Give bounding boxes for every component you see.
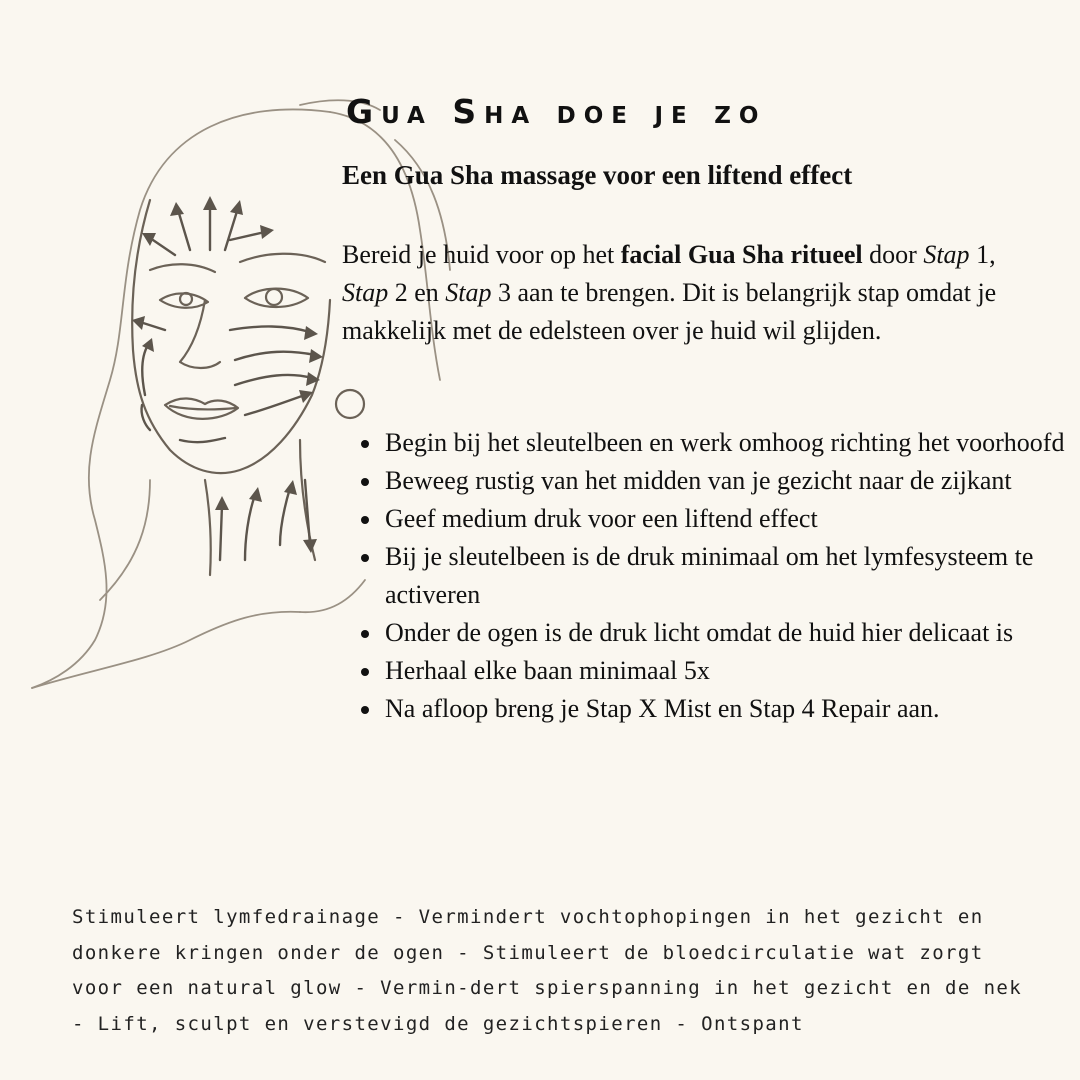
step-ref: Stap	[342, 278, 389, 307]
list-item: Herhaal elke baan minimaal 5x	[385, 652, 1065, 690]
intro-text: 3 aan te brengen. Dit is belangrijk stap omdat je makkelijk met de edelsteen over je huid wil glijden.	[342, 278, 997, 345]
list-item: Begin bij het sleutelbeen en werk omhoog richting het voorhoofd	[385, 424, 1065, 462]
intro-text: Bereid je huid voor op het	[342, 240, 621, 269]
page-title: Gua Sha doe je zo	[346, 92, 767, 131]
intro-text: 2 en	[388, 278, 446, 307]
intro-bold-text: facial Gua Sha ritueel	[620, 240, 863, 269]
list-item: Onder de ogen is de druk licht omdat de huid hier delicaat is	[385, 614, 1065, 652]
intro-text: 1,	[969, 240, 996, 269]
list-item: Na afloop breng je Stap X Mist en Stap 4 Repair aan.	[385, 690, 1065, 728]
list-item: Geef medium druk voor een liftend effect	[385, 500, 1065, 538]
intro-text: door	[862, 240, 924, 269]
step-ref: Stap	[445, 278, 492, 307]
page-subtitle: Een Gua Sha massage voor een liftend effect	[342, 160, 853, 190]
steps-list	[342, 424, 1065, 728]
intro-paragraph	[342, 236, 1022, 350]
step-ref: Stap	[923, 240, 970, 269]
list-item: Beweeg rustig van het midden van je gezicht naar de zijkant	[385, 462, 1065, 500]
benefits-footer: Stimuleert lymfedrainage - Vermindert vochtophopingen in het gezicht en donkere kringen onder de ogen - Stimuleert de bloedcirculatie wat zorgt voor een natural glow - Vermin-dert spierspanning in het gezicht en de nek - Lift, sculpt en verstevigd de gezichtspieren - Ontspant	[72, 906, 1023, 1035]
list-item: Bij je sleutelbeen is de druk minimaal om het lymfesysteem te activeren	[385, 538, 1065, 614]
